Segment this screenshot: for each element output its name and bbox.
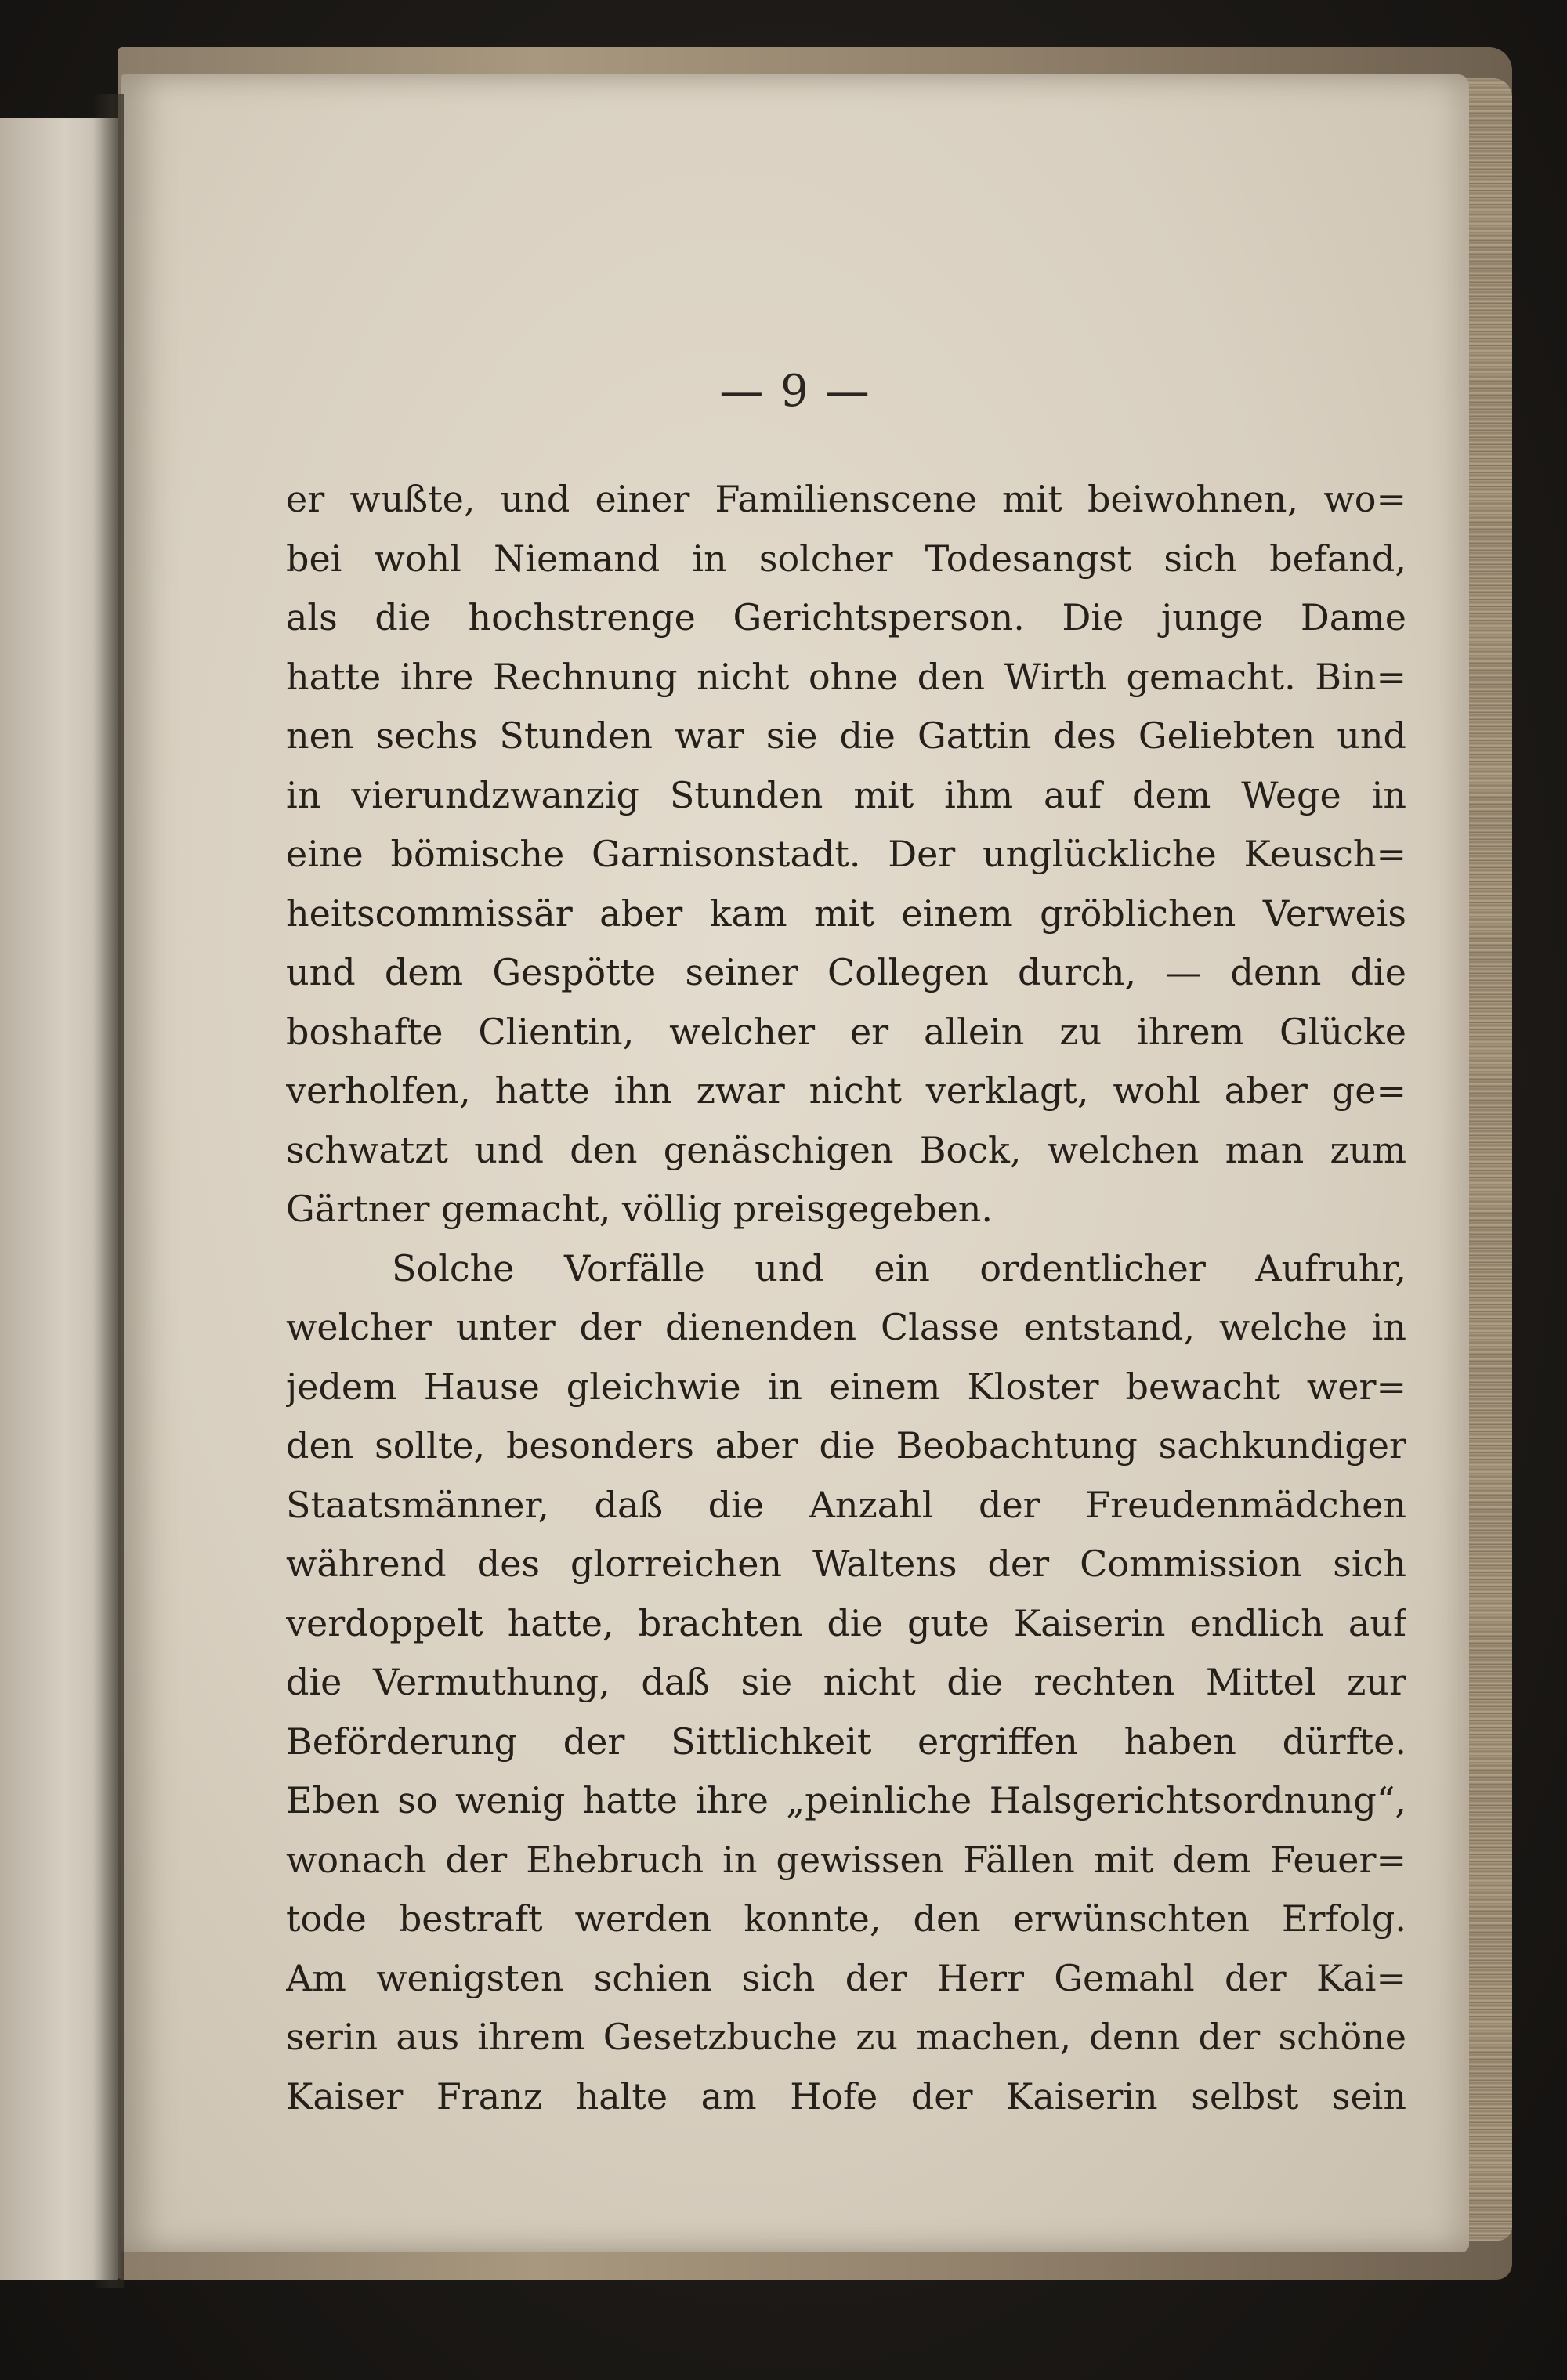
text-line: als die hochstrenge Gerichtsperson. Die junge Dame [286,596,1406,638]
gutter-shadow [92,94,124,2288]
text-line: schwatzt und den genäschigen Bock, welchen man zum [286,1128,1406,1171]
text-line: boshafte Clientin, welcher er allein zu ihrem Glücke [286,1010,1406,1053]
text-line: verdoppelt hatte, brachten die gute Kaiserin endlich auf [286,1601,1406,1644]
page-number: — 9 — [719,366,871,417]
text-line: heitscommissär aber kam mit einem gröblichen Verweis [286,892,1406,935]
text-line: Am wenigsten schien sich der Herr Gemahl der Kai= [286,1956,1406,1999]
text-line: nen sechs Stunden war sie die Gattin des Geliebten und [286,714,1406,757]
text-line: den sollte, besonders aber die Beobachtung sachkundiger [286,1424,1406,1467]
text-line: tode bestraft werden konnte, den erwünschten Erfolg. [286,1897,1406,1940]
book-page [121,74,1469,2252]
text-line: die Vermuthung, daß sie nicht die rechten Mittel zur [286,1661,1406,1703]
text-line: Beförderung der Sittlichkeit ergriffen haben dürfte. [286,1720,1406,1763]
text-line: hatte ihre Rechnung nicht ohne den Wirth gemacht. Bin= [286,655,1406,698]
text-line: serin aus ihrem Gesetzbuche zu machen, denn der schöne [286,2016,1406,2058]
text-line: während des glorreichen Waltens der Commission sich [286,1543,1406,1585]
text-line: Staatsmänner, daß die Anzahl der Freudenmädchen [286,1483,1406,1526]
text-line: Kaiser Franz halte am Hofe der Kaiserin selbst sein [286,2074,1406,2118]
text-line: eine bömische Garnisonstadt. Der unglückliche Keusch= [286,833,1406,875]
body-text [286,470,1406,2126]
text-line: jedem Hause gleichwie in einem Kloster bewacht wer= [286,1365,1406,1408]
text-line: bei wohl Niemand in solcher Todesangst sich befand, [286,537,1406,580]
paragraph-end-line: Gärtner gemacht, völlig preisgegeben. [286,1188,993,1230]
text-line: verholfen, hatte ihn zwar nicht verklagt, wohl aber ge= [286,1069,1406,1112]
paragraph-start-line: Solche Vorfälle und ein ordentlicher Aufruhr, [392,1246,1406,1289]
text-line: er wußte, und einer Familienscene mit beiwohnen, wo= [286,478,1406,520]
text-line: welcher unter der dienenden Classe entstand, welche in [286,1306,1406,1348]
text-line: wonach der Ehebruch in gewissen Fällen mit dem Feuer= [286,1838,1406,1881]
text-line: und dem Gespötte seiner Collegen durch, — denn die [286,951,1406,993]
text-line: in vierundzwanzig Stunden mit ihm auf dem Wege in [286,773,1406,816]
text-line: Eben so wenig hatte ihre „peinliche Halsgerichtsordnung“, [286,1779,1406,1821]
